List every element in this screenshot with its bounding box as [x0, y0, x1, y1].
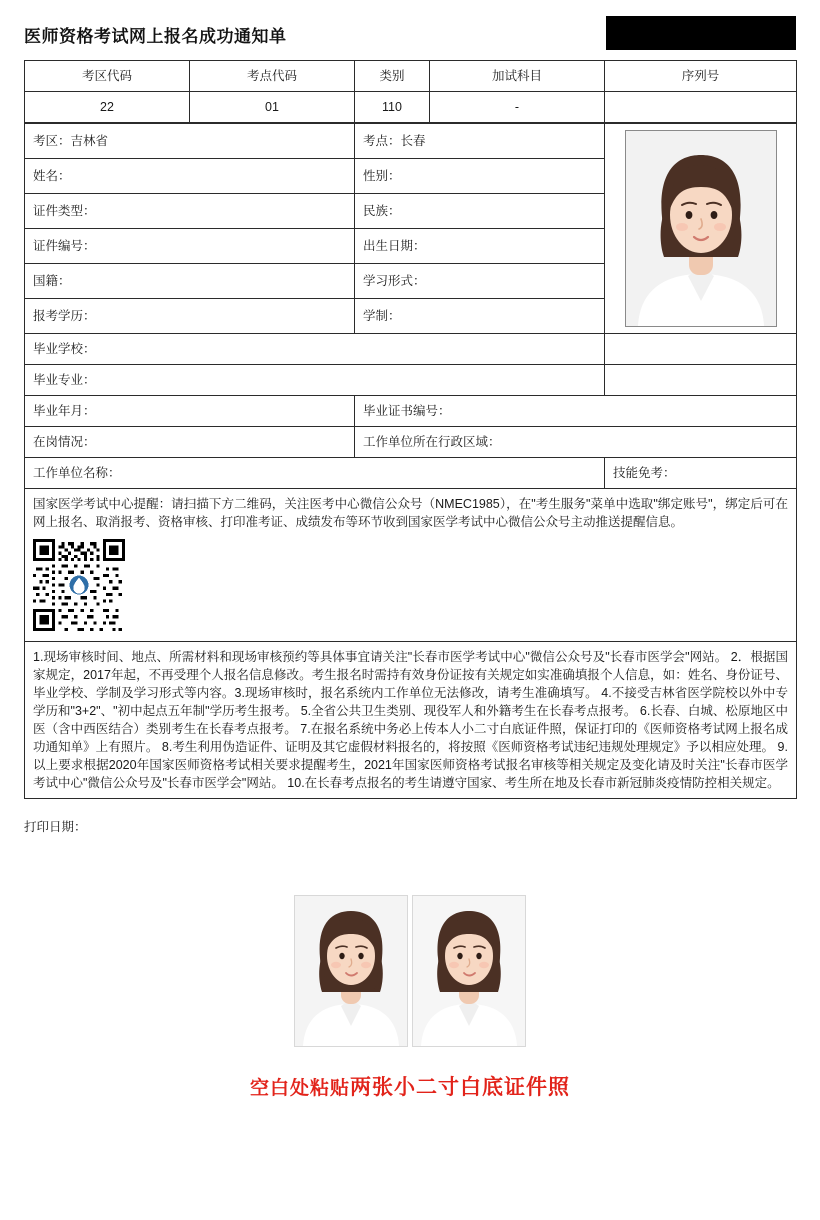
table-row — [25, 427, 797, 458]
print-date-label: 打印日期： — [24, 820, 87, 834]
code-header-1: 考点代码 — [190, 61, 355, 92]
page-title: 医师资格考试网上报名成功通知单 — [24, 27, 287, 46]
table-row — [25, 365, 797, 396]
candidate-photo — [625, 130, 777, 327]
field-work-unit-name: 工作单位名称： — [25, 458, 605, 489]
document-header — [24, 16, 796, 60]
redacted-block — [606, 16, 796, 50]
table-row — [25, 489, 797, 642]
table-row — [25, 458, 797, 489]
table-row — [25, 61, 797, 92]
code-header-4: 序列号 — [605, 61, 797, 92]
field-nationality: 国籍： — [25, 264, 355, 299]
field-id-type: 证件类型： — [25, 194, 355, 229]
photo-spacer-1 — [605, 334, 797, 365]
field-exam-region: 考区：吉林省 — [25, 124, 355, 159]
code-header-0: 考区代码 — [25, 61, 190, 92]
field-study-form: 学习形式： — [355, 264, 605, 299]
table-row — [25, 642, 797, 799]
field-birth-date: 出生日期： — [355, 229, 605, 264]
paste-instruction-prefix: 空白处粘贴 — [249, 1078, 350, 1099]
table-row — [25, 334, 797, 365]
candidate-info-table — [24, 123, 797, 799]
paste-photo-group — [294, 895, 526, 1047]
field-work-region: 工作单位所在行政区域： — [355, 427, 797, 458]
code-value-1: 01 — [190, 92, 355, 123]
code-table — [24, 60, 797, 123]
photo-cell — [605, 124, 797, 334]
table-row — [25, 396, 797, 427]
field-name: 姓名： — [25, 159, 355, 194]
code-header-3: 加试科目 — [430, 61, 605, 92]
field-exam-site: 考点：长春 — [355, 124, 605, 159]
field-id-number: 证件编号： — [25, 229, 355, 264]
code-header-2: 类别 — [355, 61, 430, 92]
field-graduation-school: 毕业学校： — [25, 334, 605, 365]
field-diploma-number: 毕业证书编号： — [355, 396, 797, 427]
field-ethnicity: 民族： — [355, 194, 605, 229]
code-value-3: - — [430, 92, 605, 123]
photo-spacer-2 — [605, 365, 797, 396]
avatar-illustration — [295, 896, 407, 1046]
code-value-2: 110 — [355, 92, 430, 123]
field-graduation-major: 毕业专业： — [25, 365, 605, 396]
notice-block — [25, 489, 797, 642]
paste-photo-2 — [412, 895, 526, 1047]
code-value-0: 22 — [25, 92, 190, 123]
photo-paste-area — [24, 895, 796, 1101]
avatar-illustration — [626, 131, 776, 326]
field-school-system: 学制： — [355, 299, 605, 334]
field-education-level: 报考学历： — [25, 299, 355, 334]
field-employment-status: 在岗情况： — [25, 427, 355, 458]
avatar-illustration — [413, 896, 525, 1046]
field-gender: 性别： — [355, 159, 605, 194]
rules-text: 1.现场审核时间、地点、所需材料和现场审核预约等具体事宜请关注"长春市医学考试中心"微信公众号及"长春市医学会"网站。 2．根据国家规定，2017年起，不再受理个人报名信息修改。考生报名时需持有效身份证按有关规定如实准确填报个人信息，如：姓名、身份证号、毕业学校、学制及学习形式等内容。3.现场审核时，报名系统内工作单位无法修改，请考生准确填写。 4.不接受吉林省医学院校以外中专学历和"3+2"、"初中起点五年制"学历考生报考。 5.全省公共卫生类别、现役军人和外籍考生在长春考点报考。 6.长春、白城、松原地区中医（含中西医结合）类别考生在长春考点报考。 7.在报名系统中务必上传本人小二寸白底证件照，保证打印的《医师资格考试网上报名成功通知单》上有照片。 8.考生利用伪造证件、证明及其它虚假材料报名的，将按照《医师资格考试违纪违规处理规定》予以相应处理。 9.以上要求根据2020年国家医师资格考试相关要求提醒考生，2021年国家医师资格考试报名审核等相关规定及变化请及时关注"长春市医学考试中心"微信公众号及"长春市医学会"网站。 10.在长春考点报名的考生请遵守国家、考生所在地及长春市新冠肺炎疫情防控相关规定。 — [25, 642, 797, 799]
code-value-4 — [605, 92, 797, 123]
paste-instruction — [250, 1071, 570, 1101]
qr-code-icon — [33, 539, 125, 631]
field-skill-exemption: 技能免考： — [605, 458, 797, 489]
paste-photo-1 — [294, 895, 408, 1047]
notice-text: 国家医学考试中心提醒：请扫描下方二维码，关注医考中心微信公众号（NMEC1985），在"考生服务"菜单中选取"绑定账号"，绑定后可在网上报名、取消报考、资格审核、打印准考证、成绩发布等环节收到国家医学考试中心微信公众号主动推送提醒信息。 — [33, 497, 788, 529]
qr-wrap — [33, 539, 788, 631]
field-graduation-date: 毕业年月： — [25, 396, 355, 427]
paste-instruction-strong: 两张小二寸白底证件照 — [350, 1076, 570, 1099]
table-row — [25, 124, 797, 159]
table-row — [25, 92, 797, 123]
